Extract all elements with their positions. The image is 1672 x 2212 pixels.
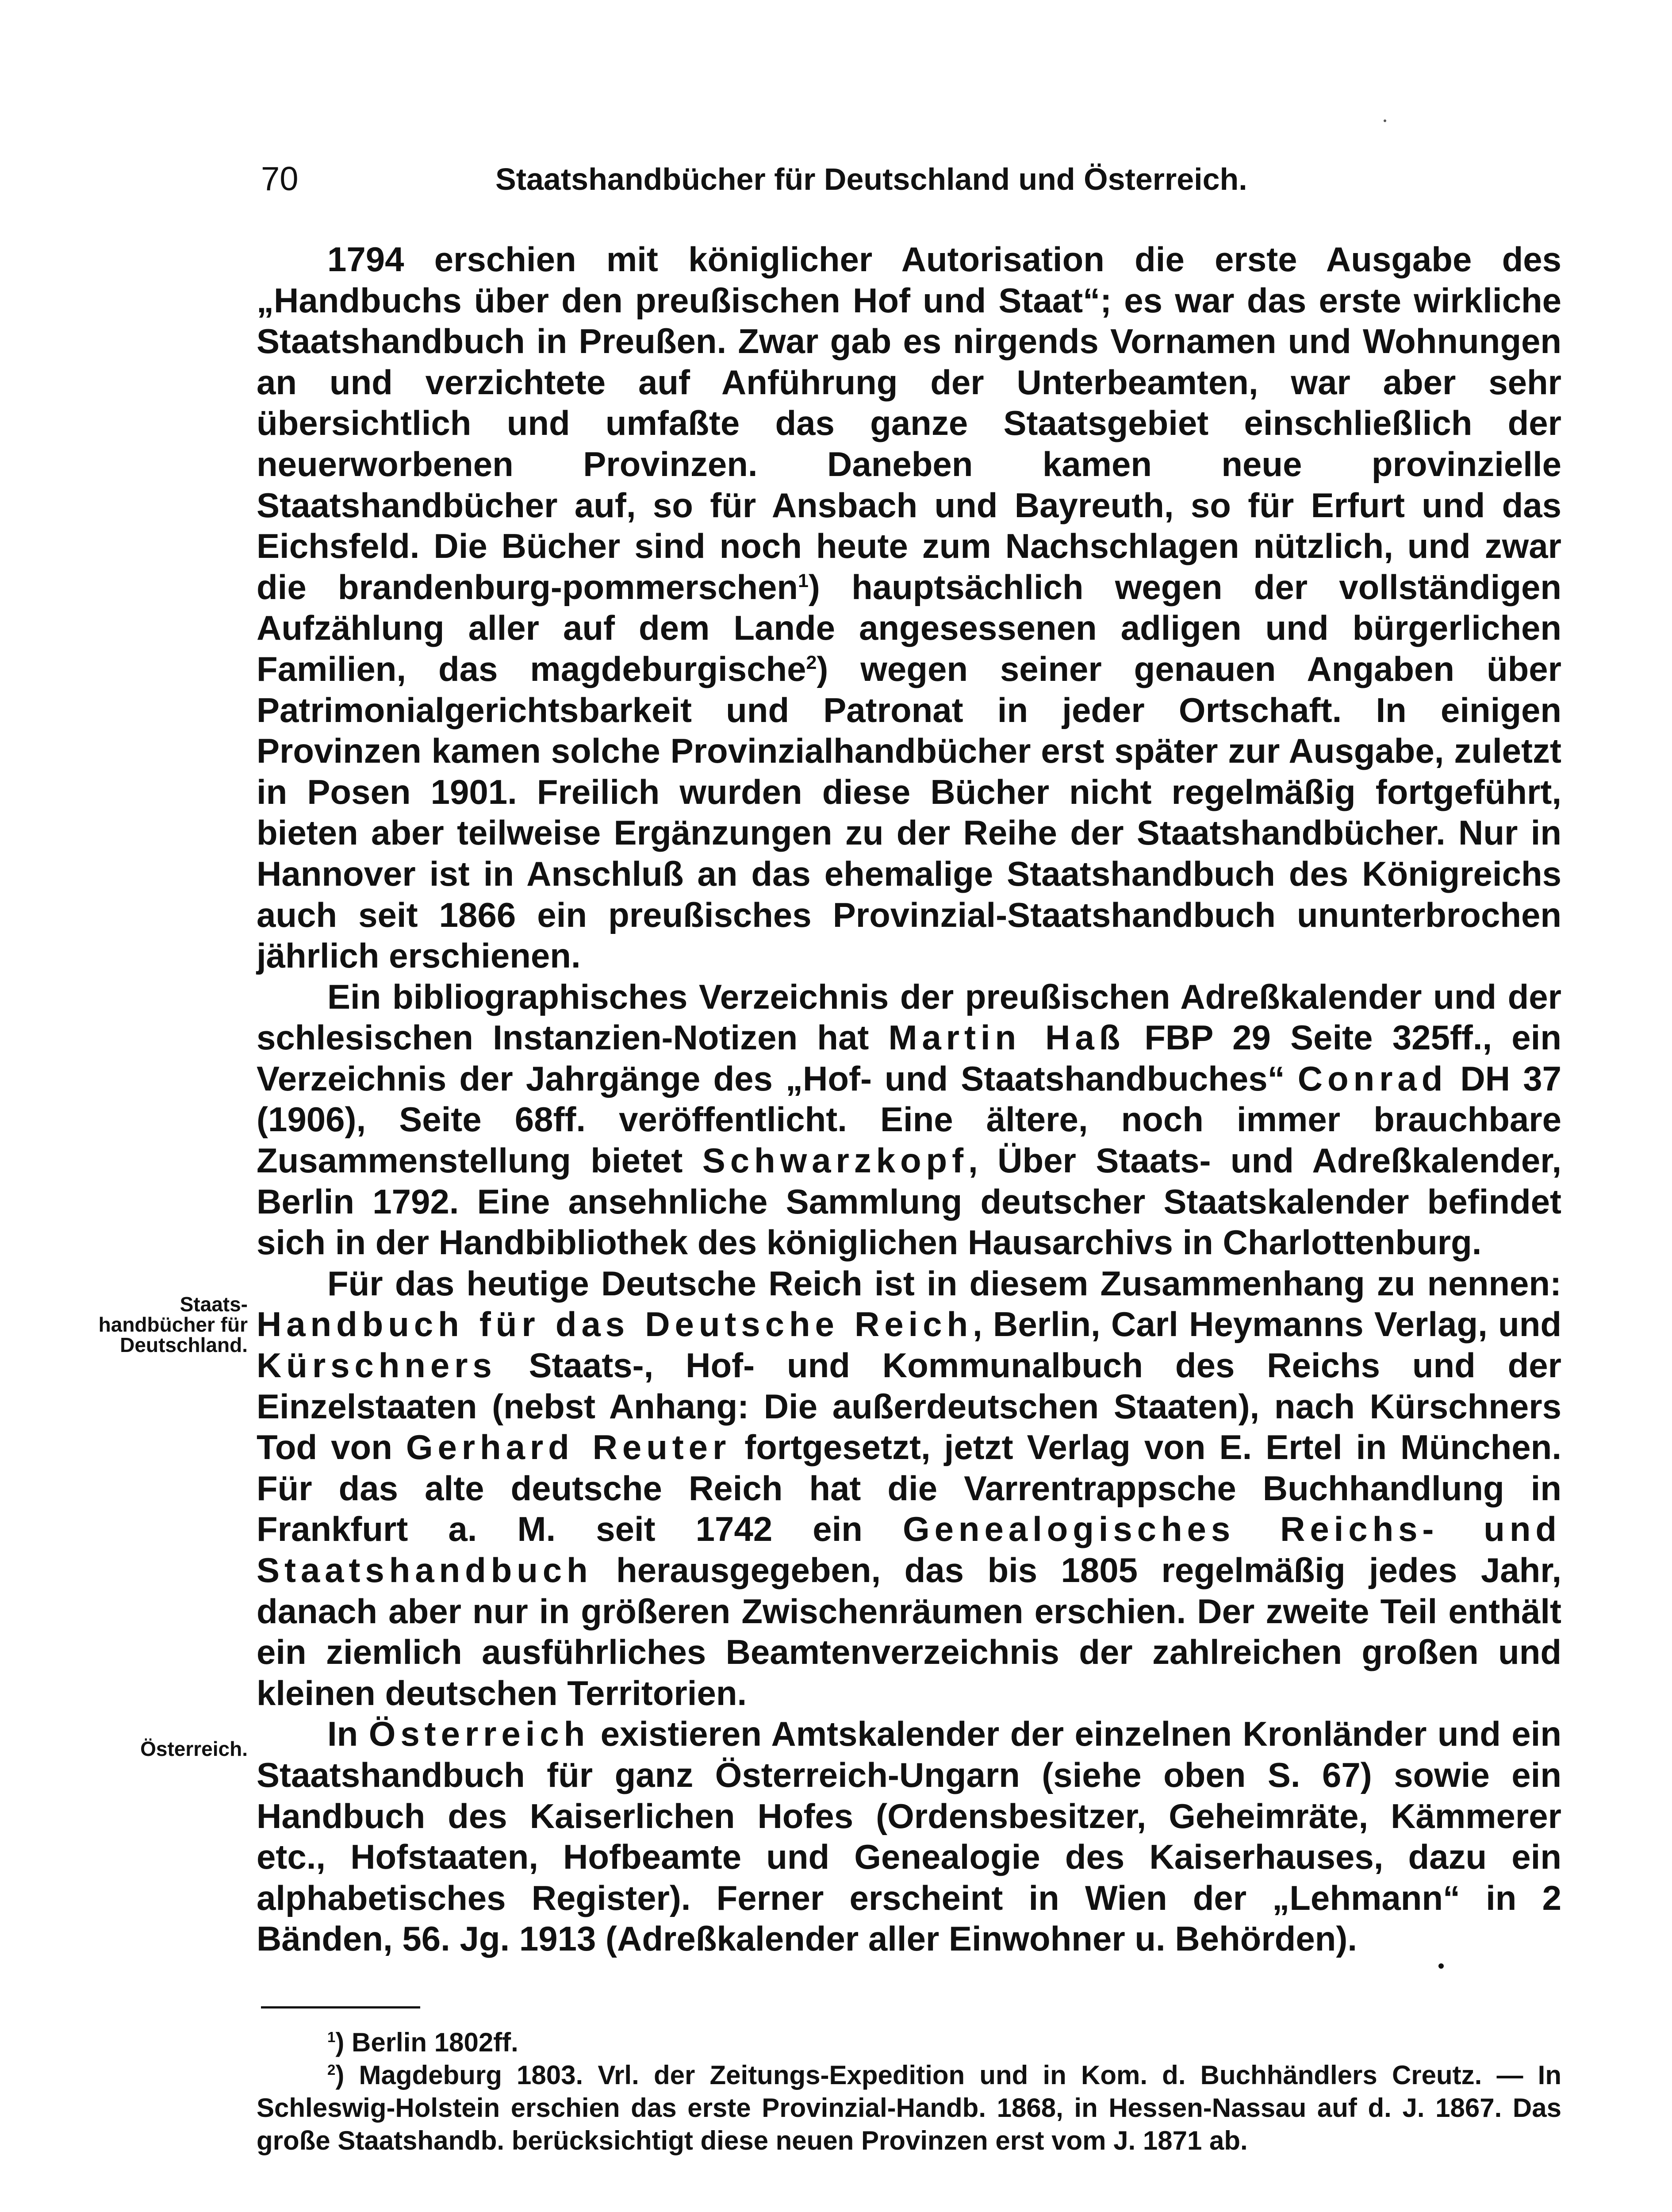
running-title: Staatshandbücher für Deutschland und Österreich. (495, 162, 1247, 196)
footnote-divider (261, 2006, 420, 2008)
print-speck (1384, 119, 1386, 122)
paragraph-2-text-b: FBP 29 Seite 325ff., ein Verzeichnis der Jahrgänge des „Hof- und Staatshandbuches“ (257, 1018, 1561, 1098)
paragraph-1-text: 1794 erschien mit königlicher Autorisation die erste Ausgabe des „Handbuchs über den preußischen Hof und Staat“; es war das erste wirkliche Staatshandbuch in Preußen. Zwar gab es nirgends Vornamen und Wohnungen an und verzichtete auf Anführung der Unterbeamten, war aber sehr übersichtlich und umfaßte das ganze Staatsgebiet einschließlich der neuerworbenen Provinzen. Daneben kamen neue provinzielle Staatshandbücher auf, so für Ansbach und Bayreuth, so für Erfurt und das Eichsfeld. Die Bücher sind noch heute zum Nachschlagen nützlich, und zwar die brandenburg-pommerschen (257, 240, 1561, 607)
footnote-1 (257, 2026, 1561, 2059)
footnote-1-mark: 1 (327, 2029, 336, 2045)
paragraph-1-text-b: ) hauptsächlich wegen der vollständigen Aufzählung aller auf dem Lande angesessenen adligen und bürgerlichen Familien, das magdeburgische (257, 567, 1562, 688)
footnote-ref-2: 2 (806, 652, 817, 673)
footnotes (257, 2026, 1561, 2157)
footnote-ref-1: 1 (798, 570, 809, 591)
print-speck-dot (1438, 1963, 1444, 1969)
paragraph-3-text-c: Staats-, Hof- und Kommunalbuch des Reichs und der Einzelstaaten (nebst Anhang: Die außerdeutschen Staaten), nach Kürschners Tod von (257, 1346, 1561, 1467)
paragraph-3-text-e: herausgegeben, das bis 1805 regelmäßig jedes Jahr, danach aber nur in größeren Zwischenräumen erschien. Der zweite Teil enthält ein ziemlich ausführliches Beamtenverzeichnis der zahlreichen großen und kleinen deutschen Territorien. (257, 1551, 1561, 1713)
author-name-hass: Martin Haß (888, 1018, 1125, 1057)
title-kuerschners: Kürschners (257, 1346, 497, 1385)
paragraph-3-text-d: fortgesetzt, jetzt Verlag von E. Ertel in München. Für das alte deutsche Reich hat die Varrentrappsche Buchhandlung in Frankfurt a. M. seit 1742 ein (257, 1428, 1561, 1549)
paragraph-1-text-c: ) wegen seiner genauen Angaben über Patrimonialgerichtsbarkeit und Patronat in jeder Ortschaft. In einigen Provinzen kamen solche Provinzialhandbücher erst später zur Ausgabe, zuletzt in Posen 1901. Freilich wurden diese Bücher nicht regelmäßig fortgeführt, bieten aber teilweise Ergänzungen zu der Reihe der Staatshandbücher. Nur in Hannover ist in Anschluß an das ehemalige Staatshandbuch des Königreichs auch seit 1866 ein preußisches Provinzial-Staatshandbuch ununterbrochen jährlich erschienen. (257, 649, 1561, 975)
main-text (257, 239, 1561, 1959)
paragraph-3-text: Für das heutige Deutsche Reich ist in diesem Zusammenhang zu nennen: (327, 1263, 1561, 1303)
paragraph-1 (257, 239, 1561, 976)
editor-name-reuter: Gerhard Reuter (406, 1428, 731, 1467)
footnote-2-mark: 2 (327, 2062, 336, 2078)
title-handbuch-reich: Handbuch für das Deutsche Reich (257, 1305, 973, 1344)
page-header (261, 157, 1557, 206)
footnote-2 (257, 2059, 1561, 2157)
footnote-2-text: ) Magdeburg 1803. Vrl. der Zeitungs-Expedition und in Kom. d. Buchhändlers Creutz. — In Schleswig-Holstein erschien das erste Provinzial-Handb. 1868, in Hessen-Nassau auf d. J. 1867. Das große Staatshandb. berücksichtigt diese neuen Provinzen erst vom J. 1871 ab. (257, 2060, 1561, 2155)
paragraph-2 (257, 976, 1561, 1263)
paragraph-3 (257, 1263, 1561, 1714)
footnote-1-text: ) Berlin 1802ff. (335, 2028, 518, 2057)
paragraph-4 (257, 1713, 1561, 1959)
title-genealogisches-handbuch: Genealogisches Reichs- und Staatshandbuch (257, 1509, 1561, 1590)
author-name-schwarzkopf: Schwarzkopf (702, 1141, 969, 1180)
paragraph-2-text: Ein bibliographisches Verzeichnis der preußischen Adreßkalender und der schlesischen Instanzien-Notizen hat (257, 977, 1561, 1057)
paragraph-4-text-b: existieren Amtskalender der einzelnen Kronländer und ein Staatshandbuch für ganz Österreich-Ungarn (siehe oben S. 67) sowie ein Handbuch des Kaiserlichen Hofes (Ordensbesitzer, Geheimräte, Kämmerer etc., Hofstaaten, Hofbeamte und Genealogie des Kaiserhauses, dazu ein alphabetisches Register). Ferner erscheint in Wien der „Lehmann“ in 2 Bänden, 56. Jg. 1913 (Adreßkalender aller Einwohner u. Behörden). (257, 1714, 1561, 1959)
margin-note-oesterreich: Österreich. (140, 1737, 248, 1760)
paragraph-4-text: In (327, 1714, 369, 1754)
author-name-conrad: Conrad (1297, 1059, 1448, 1098)
paragraph-3-text-b: , Berlin, Carl Heymanns Verlag, und (973, 1305, 1561, 1344)
margin-note-deutschland: Staats- handbücher für Deutschland. (98, 1293, 248, 1356)
page-number: 70 (261, 160, 299, 198)
paragraph-2-text-d: , Über Staats- und Adreßkalender, Berlin 1792. Eine ansehnliche Sammlung deutscher Staatskalender befindet sich in der Handbibliothek des königlichen Hausarchivs in Charlottenburg. (257, 1141, 1561, 1262)
paragraph-2-text-c: DH 37 (1906), Seite 68ff. veröffentlicht. Eine ältere, noch immer brauchbare Zusammenstellung bietet (257, 1059, 1561, 1180)
country-oesterreich: Österreich (368, 1714, 590, 1754)
